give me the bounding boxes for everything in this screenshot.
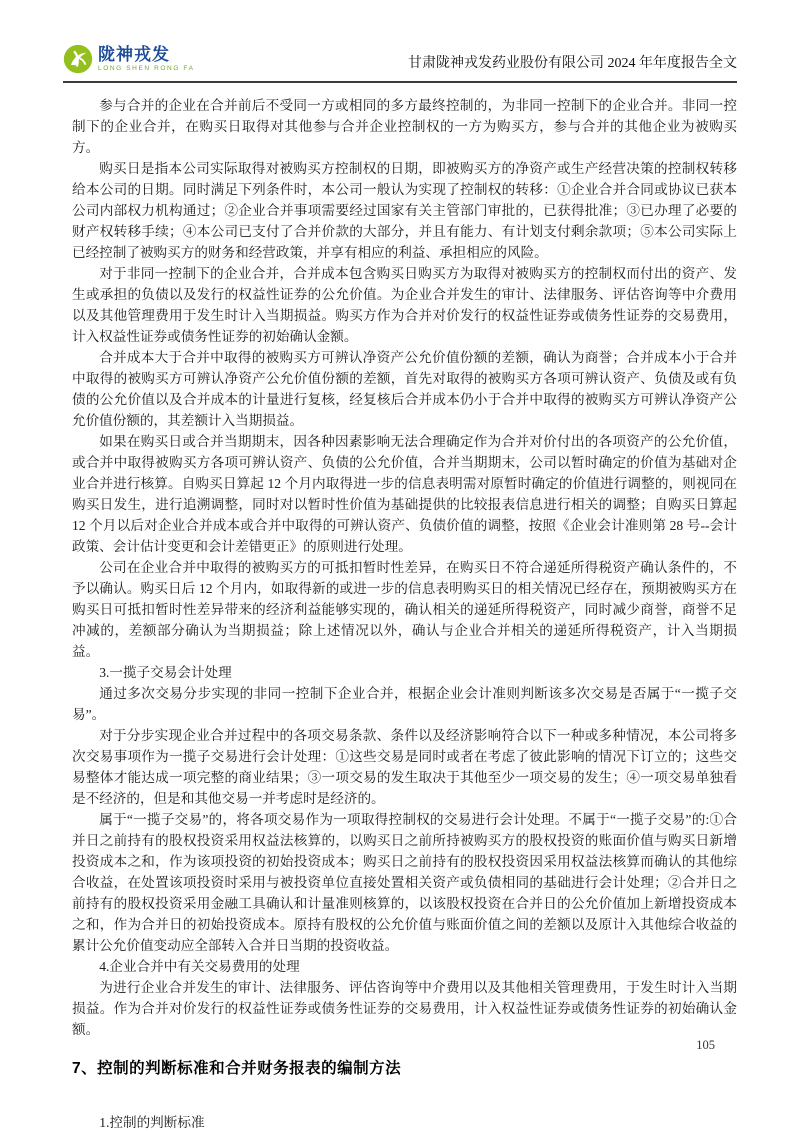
logo-circle-icon bbox=[63, 44, 93, 74]
company-logo bbox=[63, 44, 195, 74]
logo-company-name-cn: 陇神戎发 bbox=[98, 44, 170, 64]
paragraph: 购买日是指本公司实际取得对被购买方控制权的日期，即被购买方的净资产或生产经营决策的控制权转移给本公司的日期。同时满足下列条件时，本公司一般认为实现了控制权的转移：①企业合并合同或协议已获本公司内部权力机构通过；②企业合并事项需要经过国家有关主管部门审批的，已获得批准；③已办理了必要的财产权转移手续；④本公司已支付了合并价款的大部分，并且有能力、有计划支付剩余款项；⑤本公司实际上已经控制了被购买方的财务和经营政策，并享有相应的利益、承担相应的风险。 bbox=[72, 161, 737, 260]
logo-text bbox=[98, 46, 195, 73]
paragraph: 1.控制的判断标准 bbox=[99, 1115, 205, 1130]
paragraph: 合并成本大于合并中取得的被购买方可辨认净资产公允价值份额的差额，确认为商誉；合并成本小于合并中取得的被购买方可辨认净资产公允价值份额的差额，首先对取得的被购买方各项可辨认资产、负债及或有负债的公允价值以及合并成本的计量进行复核，经复核后合并成本仍小于合并中取得的被购买方可辨认净资产公允价值份额的，其差额计入当期损益。 bbox=[72, 350, 737, 428]
paragraph: 为进行企业合并发生的审计、法律服务、评估咨询等中介费用以及其他相关管理费用，于发生时计入当期损益。作为合并对价发行的权益性证券或债务性证券的交易费用，计入权益性证券或债务性证券的初始确认金额。 bbox=[72, 980, 737, 1037]
report-title: 甘肃陇神戎发药业股份有限公司 2024 年年度报告全文 bbox=[408, 56, 737, 71]
paragraph: 通过多次交易分步实现的非同一控制下企业合并，根据企业会计准则判断该多次交易是否属于“一揽子交易”。 bbox=[72, 686, 737, 722]
page-header bbox=[63, 44, 737, 83]
paragraph: 对于分步实现企业合并过程中的各项交易条款、条件以及经济影响符合以下一种或多种情况，本公司将多次交易事项作为一揽子交易进行会计处理：①这些交易是同时或者在考虑了彼此影响的情况下订立的；这些交易整体才能达成一项完整的商业结果；③一项交易的发生取决于其他至少一项交易的发生；④一项交易单独看是不经济的，但是和其他交易一并考虑时是经济的。 bbox=[72, 728, 737, 806]
document-body bbox=[72, 95, 737, 1133]
page-number: 105 bbox=[696, 1038, 715, 1052]
paragraph: 属于“一揽子交易”的，将各项交易作为一项取得控制权的交易进行会计处理。不属于“一揽子交易”的:①合并日之前持有的股权投资采用权益法核算的，以购买日之前所持被购买方的股权投资的账面价值与购买日新增投资成本之和，作为该项投资的初始投资成本；购买日之前持有的股权投资因采用权益法核算而确认的其他综合收益，在处置该项投资时采用与被投资单位直接处置相关资产或负债相同的基础进行会计处理；②合并日之前持有的股权投资采用金融工具确认和计量准则核算的，以该股权投资在合并日的公允价值加上新增投资成本之和，作为合并日的初始投资成本。原持有股权的公允价值与账面价值之间的差额以及原计入其他综合收益的累计公允价值变动应全部转入合并日当期的投资收益。 bbox=[72, 812, 737, 953]
paragraph: 3.一揽子交易会计处理 bbox=[99, 665, 232, 680]
paragraph: 参与合并的企业在合并前后不受同一方或相同的多方最终控制的，为非同一控制下的企业合并。非同一控制下的企业合并，在购买日取得对其他参与合并企业控制权的一方为购买方，参与合并的其他企业为被购买方。 bbox=[72, 98, 737, 155]
logo-company-name-en: LONG SHEN RONG FA bbox=[98, 64, 195, 72]
paragraph: 公司在企业合并中取得的被购买方的可抵扣暂时性差异，在购买日不符合递延所得税资产确认条件的，不予以确认。购买日后 12 个月内，如取得新的或进一步的信息表明购买日的相关情况已经存在，预期被购买方在购买日可抵扣暂时性差异带来的经济利益能够实现的，确认相关的递延所得税资产，同时减少商誉，商誉不足冲减的，差额部分确认为当期损益；除上述情况以外，确认与企业合并相关的递延所得税资产，计入当期损益。 bbox=[72, 560, 737, 659]
paragraph: 如果在购买日或合并当期期末，因各种因素影响无法合理确定作为合并对价付出的各项资产的公允价值，或合并中取得被购买方各项可辨认资产、负债的公允价值，合并当期期末，公司以暂时确定的价值为基础对企业合并进行核算。自购买日算起 12 个月内取得进一步的信息表明需对原暂时确定的价值进行调整的，则视同在购买日发生，进行追溯调整，同时对以暂时性价值为基础提供的比较报表信息进行相关的调整；自购买日算起 12 个月以后对企业合并成本或合并中取得的可辨认资产、负债价值的调整，按照《企业会计准则第 28 号--会计政策、会计估计变更和会计差错更正》的原则进行处理。 bbox=[72, 434, 737, 554]
paragraph: 对于非同一控制下的企业合并，合并成本包含购买日购买方为取得对被购买方的控制权而付出的资产、发生或承担的负债以及发行的权益性证券的公允价值。为企业合并发生的审计、法律服务、评估咨询等中介费用以及其他管理费用于发生时计入当期损益。购买方作为合并对价发行的权益性证券或债务性证券的交易费用，计入权益性证券或债务性证券的初始确认金额。 bbox=[72, 266, 737, 344]
paragraph: 4.企业合并中有关交易费用的处理 bbox=[99, 959, 300, 974]
section-heading: 7、控制的判断标准和合并财务报表的编制方法 bbox=[72, 1060, 402, 1077]
